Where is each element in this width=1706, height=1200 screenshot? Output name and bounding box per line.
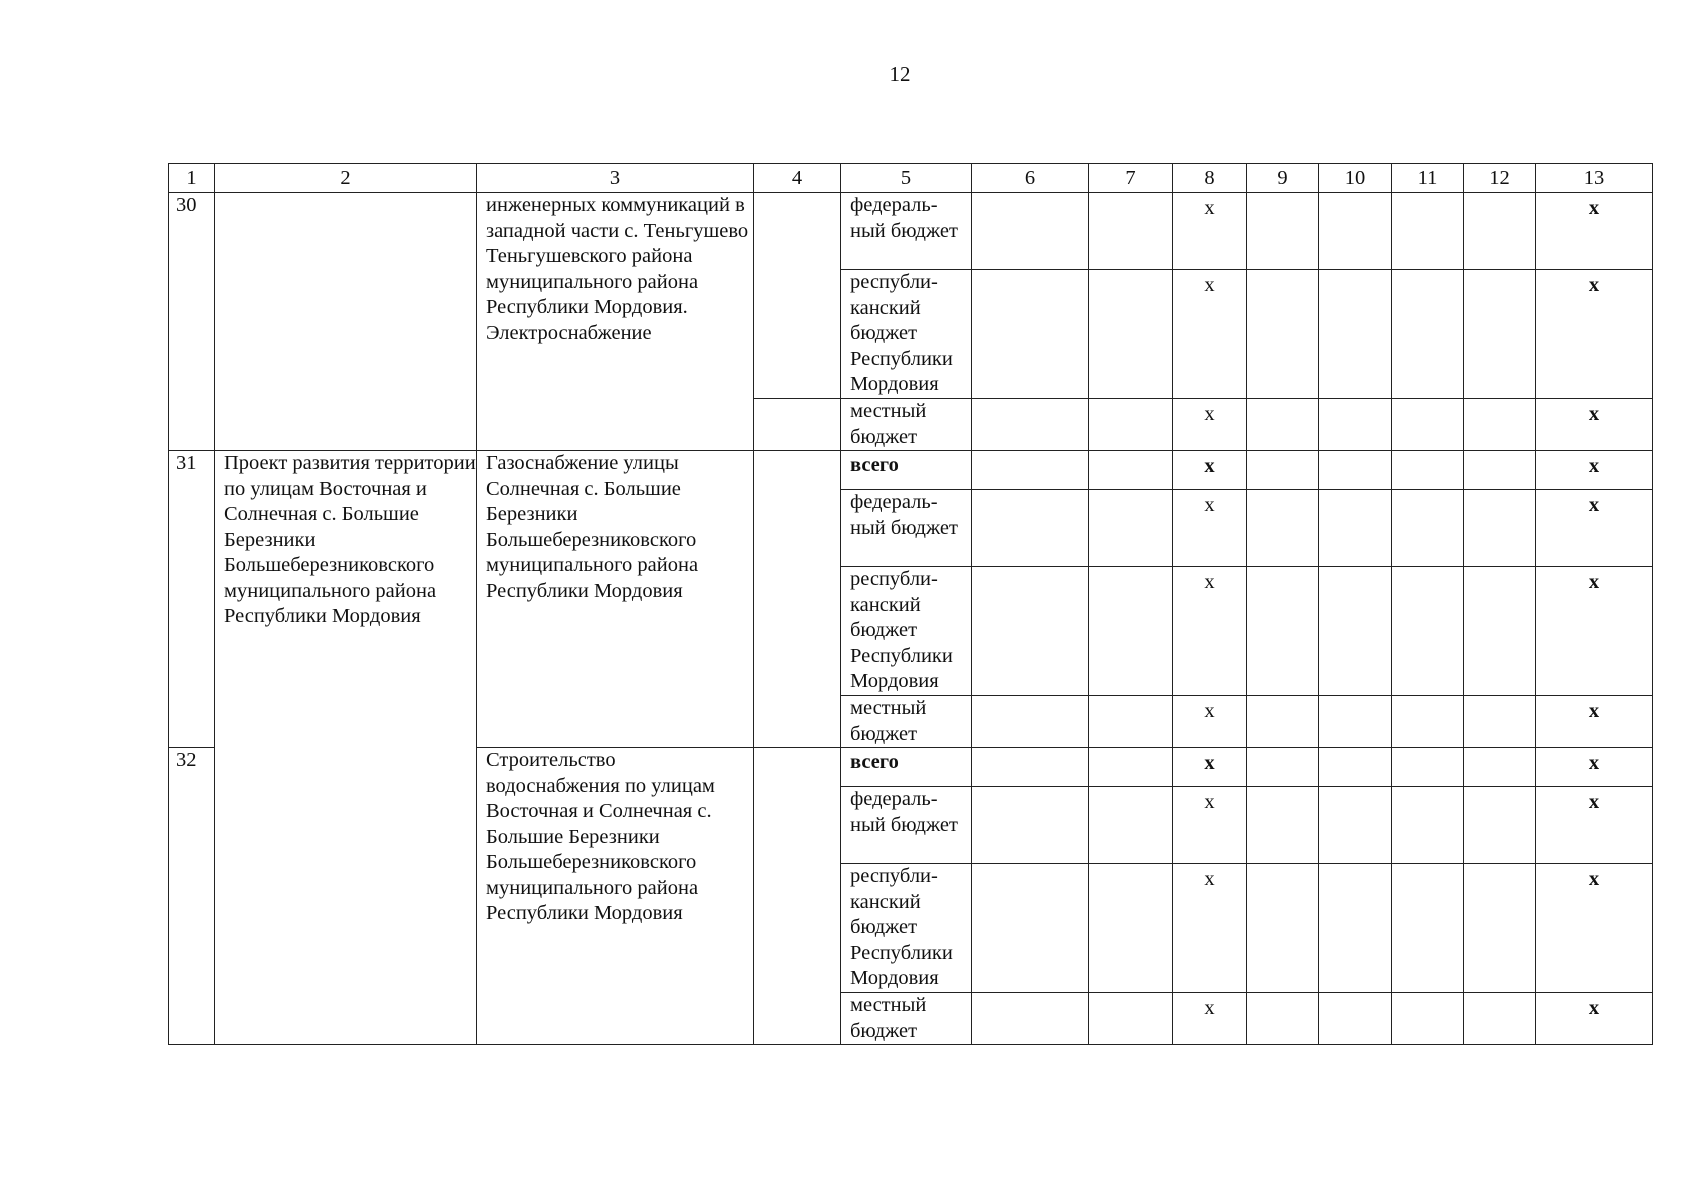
object-cell: Строительство водоснабжения по улицам Восточная и Солнечная с. Большие Березники Большеберезниковского муниципального района Республики Мордовия bbox=[477, 748, 754, 1045]
empty-cell bbox=[1089, 490, 1173, 567]
x-mark: x bbox=[1173, 399, 1247, 451]
table-row bbox=[169, 193, 1653, 270]
empty-cell bbox=[1464, 696, 1536, 748]
empty-cell bbox=[1089, 864, 1173, 993]
empty-cell bbox=[1247, 787, 1319, 864]
table-header-row bbox=[169, 164, 1653, 193]
x-mark: x bbox=[1536, 864, 1653, 993]
empty-cell bbox=[1089, 993, 1173, 1045]
empty-cell bbox=[1464, 567, 1536, 696]
funding-source: местный бюджет bbox=[841, 696, 972, 748]
x-mark: x bbox=[1536, 490, 1653, 567]
empty-cell bbox=[1089, 399, 1173, 451]
empty-cell bbox=[1089, 696, 1173, 748]
empty-cell bbox=[972, 864, 1089, 993]
funding-source: республи- канский бюджет Республики Мордовия bbox=[841, 864, 972, 993]
funding-source: республи- канский бюджет Республики Мордовия bbox=[841, 567, 972, 696]
x-mark: x bbox=[1536, 787, 1653, 864]
x-mark: x bbox=[1173, 864, 1247, 993]
empty-cell bbox=[1319, 993, 1392, 1045]
empty-cell bbox=[1089, 787, 1173, 864]
header-cell: 9 bbox=[1247, 164, 1319, 193]
empty-cell bbox=[972, 787, 1089, 864]
empty-cell bbox=[1392, 567, 1464, 696]
funding-source-total: всего bbox=[841, 748, 972, 787]
empty-cell bbox=[972, 748, 1089, 787]
empty-cell bbox=[972, 490, 1089, 567]
empty-cell bbox=[754, 193, 841, 399]
empty-cell bbox=[1392, 864, 1464, 993]
object-cell: инженерных коммуникаций в западной части с. Теньгушево Теньгушевского района муниципального района Республики Мордовия. Электроснабжение bbox=[477, 193, 754, 451]
empty-cell bbox=[972, 451, 1089, 490]
empty-cell bbox=[972, 567, 1089, 696]
header-cell: 10 bbox=[1319, 164, 1392, 193]
empty-cell bbox=[1392, 399, 1464, 451]
funding-source: федераль- ный бюджет bbox=[841, 193, 972, 270]
empty-cell bbox=[1247, 399, 1319, 451]
project-cell: Проект развития территории по улицам Восточная и Солнечная с. Большие Березники Большеберезниковского муниципального района Республики Мордовия bbox=[215, 451, 477, 1045]
row-number: 31 bbox=[169, 451, 215, 748]
empty-cell bbox=[1247, 193, 1319, 270]
budget-table bbox=[168, 163, 1653, 1045]
header-cell: 2 bbox=[215, 164, 477, 193]
funding-source-total: всего bbox=[841, 451, 972, 490]
x-mark: x bbox=[1536, 748, 1653, 787]
x-mark: x bbox=[1536, 399, 1653, 451]
empty-cell bbox=[1464, 864, 1536, 993]
header-cell: 11 bbox=[1392, 164, 1464, 193]
header-cell: 8 bbox=[1173, 164, 1247, 193]
empty-cell bbox=[1464, 490, 1536, 567]
empty-cell bbox=[1392, 787, 1464, 864]
x-mark: x bbox=[1173, 567, 1247, 696]
empty-cell bbox=[972, 270, 1089, 399]
x-mark: x bbox=[1173, 193, 1247, 270]
empty-cell bbox=[1392, 993, 1464, 1045]
empty-cell bbox=[1247, 864, 1319, 993]
empty-cell bbox=[1392, 270, 1464, 399]
x-mark: x bbox=[1173, 270, 1247, 399]
x-mark: x bbox=[1536, 451, 1653, 490]
empty-cell bbox=[1392, 451, 1464, 490]
empty-cell bbox=[1247, 993, 1319, 1045]
empty-cell bbox=[1319, 193, 1392, 270]
empty-cell bbox=[1247, 451, 1319, 490]
empty-cell bbox=[1319, 490, 1392, 567]
empty-cell bbox=[972, 696, 1089, 748]
empty-cell bbox=[1392, 748, 1464, 787]
empty-cell bbox=[1319, 787, 1392, 864]
header-cell: 13 bbox=[1536, 164, 1653, 193]
x-mark: x bbox=[1173, 748, 1247, 787]
project-cell bbox=[215, 193, 477, 451]
empty-cell bbox=[1089, 193, 1173, 270]
empty-cell bbox=[1392, 696, 1464, 748]
x-mark: x bbox=[1536, 696, 1653, 748]
empty-cell bbox=[1089, 270, 1173, 399]
page-number: 12 bbox=[889, 62, 911, 86]
row-number: 32 bbox=[169, 748, 215, 1045]
x-mark: x bbox=[1173, 696, 1247, 748]
object-cell: Газоснабжение улицы Солнечная с. Большие Березники Большеберезниковского муниципального района Республики Мордовия bbox=[477, 451, 754, 748]
x-mark: x bbox=[1173, 490, 1247, 567]
header-cell: 12 bbox=[1464, 164, 1536, 193]
empty-cell bbox=[1247, 490, 1319, 567]
empty-cell bbox=[1089, 748, 1173, 787]
funding-source: федераль- ный бюджет bbox=[841, 490, 972, 567]
empty-cell bbox=[1247, 696, 1319, 748]
funding-source: республи- канский бюджет Республики Мордовия bbox=[841, 270, 972, 399]
empty-cell bbox=[1319, 270, 1392, 399]
empty-cell bbox=[1319, 696, 1392, 748]
empty-cell bbox=[1247, 270, 1319, 399]
empty-cell bbox=[1464, 787, 1536, 864]
row-number: 30 bbox=[169, 193, 215, 451]
empty-cell bbox=[1392, 193, 1464, 270]
header-cell: 5 bbox=[841, 164, 972, 193]
x-mark: x bbox=[1536, 993, 1653, 1045]
empty-cell bbox=[1319, 748, 1392, 787]
empty-cell bbox=[754, 748, 841, 1045]
empty-cell bbox=[1319, 451, 1392, 490]
x-mark: x bbox=[1173, 993, 1247, 1045]
header-cell: 1 bbox=[169, 164, 215, 193]
empty-cell bbox=[754, 451, 841, 748]
empty-cell bbox=[972, 399, 1089, 451]
empty-cell bbox=[1464, 993, 1536, 1045]
header-cell: 6 bbox=[972, 164, 1089, 193]
empty-cell bbox=[1319, 864, 1392, 993]
empty-cell bbox=[1089, 451, 1173, 490]
x-mark: x bbox=[1173, 451, 1247, 490]
x-mark: x bbox=[1173, 787, 1247, 864]
empty-cell bbox=[1247, 567, 1319, 696]
header-cell: 7 bbox=[1089, 164, 1173, 193]
funding-source: местный бюджет bbox=[841, 993, 972, 1045]
x-mark: x bbox=[1536, 270, 1653, 399]
header-cell: 4 bbox=[754, 164, 841, 193]
empty-cell bbox=[1464, 451, 1536, 490]
empty-cell bbox=[1464, 748, 1536, 787]
funding-source: федераль- ный бюджет bbox=[841, 787, 972, 864]
empty-cell bbox=[1319, 567, 1392, 696]
x-mark: x bbox=[1536, 193, 1653, 270]
funding-source: местный бюджет bbox=[841, 399, 972, 451]
empty-cell bbox=[754, 399, 841, 451]
empty-cell bbox=[1464, 399, 1536, 451]
header-cell: 3 bbox=[477, 164, 754, 193]
empty-cell bbox=[1464, 270, 1536, 399]
empty-cell bbox=[972, 993, 1089, 1045]
empty-cell bbox=[1247, 748, 1319, 787]
empty-cell bbox=[1464, 193, 1536, 270]
empty-cell bbox=[1089, 567, 1173, 696]
x-mark: x bbox=[1536, 567, 1653, 696]
empty-cell bbox=[1392, 490, 1464, 567]
table-row bbox=[169, 451, 1653, 490]
empty-cell bbox=[1319, 399, 1392, 451]
empty-cell bbox=[972, 193, 1089, 270]
